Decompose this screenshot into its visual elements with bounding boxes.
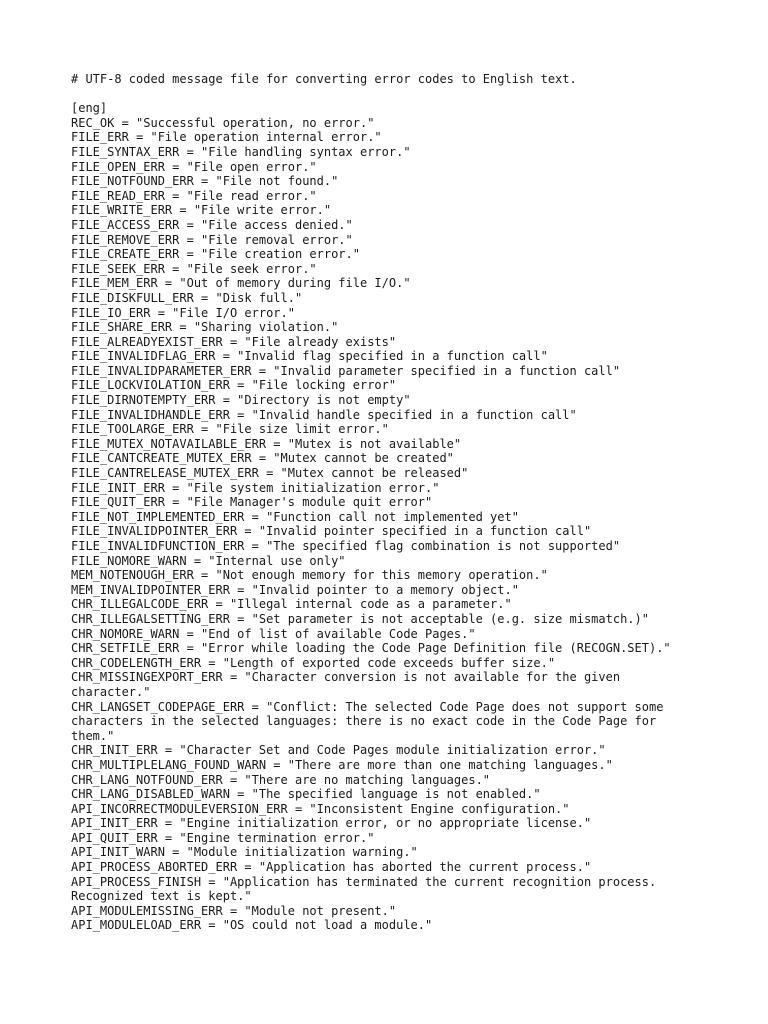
message-entry: FILE_DISKFULL_ERR = "Disk full." (71, 290, 303, 305)
message-entry: FILE_CANTRELEASE_MUTEX_ERR = "Mutex cannot be released" (71, 466, 469, 481)
message-entry: FILE_REMOVE_ERR = "File removal error." (71, 232, 353, 247)
entries-list (71, 116, 711, 933)
message-entry: CHR_ILLEGALSETTING_ERR = "Set parameter is not acceptable (e.g. size mismatch.)" (71, 611, 649, 626)
message-entry: FILE_TOOLARGE_ERR = "File size limit error." (71, 422, 389, 437)
message-entry: FILE_INVALIDPARAMETER_ERR = "Invalid parameter specified in a function call" (71, 363, 621, 378)
message-entry: FILE_CANTCREATE_MUTEX_ERR = "Mutex cannot be created" (71, 451, 454, 466)
message-entry: FILE_ERR = "File operation internal error." (71, 130, 382, 145)
message-entry: CHR_ILLEGALCODE_ERR = "Illegal internal code as a parameter." (71, 597, 512, 612)
message-entry: CHR_SETFILE_ERR = "Error while loading the Code Page Definition file (RECOGN.SET)." (71, 641, 671, 656)
message-file-document (71, 72, 711, 933)
message-entry: FILE_READ_ERR = "File read error." (71, 188, 317, 203)
section-header: [eng] (71, 101, 108, 116)
message-entry: CHR_CODELENGTH_ERR = "Length of exported code exceeds buffer size." (71, 655, 556, 670)
message-entry: CHR_MULTIPLELANG_FOUND_WARN = "There are more than one matching languages." (71, 757, 613, 772)
message-entry: FILE_SHARE_ERR = "Sharing violation." (71, 320, 339, 335)
message-entry: FILE_DIRNOTEMPTY_ERR = "Directory is not empty" (71, 393, 411, 408)
message-entry: FILE_MUTEX_NOTAVAILABLE_ERR = "Mutex is not available" (71, 436, 462, 451)
message-entry: API_INIT_WARN = "Module initialization warning." (71, 845, 418, 860)
message-entry: CHR_LANG_NOTFOUND_ERR = "There are no matching languages." (71, 772, 491, 787)
message-entry: API_MODULELOAD_ERR = "OS could not load a module." (71, 918, 433, 933)
message-entry: FILE_IO_ERR = "File I/O error." (71, 305, 295, 320)
message-entry: FILE_ALREADYEXIST_ERR = "File already exists" (71, 334, 397, 349)
message-entry: FILE_MEM_ERR = "Out of memory during file I/O." (71, 276, 411, 291)
message-entry: CHR_MISSINGEXPORT_ERR = "Character conversion is not available for the given character." (71, 670, 621, 699)
message-entry: FILE_ACCESS_ERR = "File access denied." (71, 217, 353, 232)
message-entry: FILE_INIT_ERR = "File system initialization error." (71, 480, 440, 495)
message-entry: MEM_NOTENOUGH_ERR = "Not enough memory for this memory operation." (71, 568, 548, 583)
message-entry: FILE_INVALIDFLAG_ERR = "Invalid flag specified in a function call" (71, 349, 548, 364)
message-entry: API_PROCESS_ABORTED_ERR = "Application has aborted the current process." (71, 860, 592, 875)
message-entry: REC_OK = "Successful operation, no error." (71, 115, 375, 130)
message-entry: FILE_NOMORE_WARN = "Internal use only" (71, 553, 346, 568)
blank-line (71, 87, 711, 102)
message-entry: CHR_LANG_DISABLED_WARN = "The specified language is not enabled." (71, 787, 541, 802)
message-entry: FILE_OPEN_ERR = "File open error." (71, 159, 317, 174)
message-entry: FILE_LOCKVIOLATION_ERR = "File locking error" (71, 378, 397, 393)
message-entry: API_INIT_ERR = "Engine initialization error, or no appropriate license." (71, 816, 592, 831)
message-entry: MEM_INVALIDPOINTER_ERR = "Invalid pointer to a memory object." (71, 582, 519, 597)
message-entry: FILE_WRITE_ERR = "File write error." (71, 203, 332, 218)
message-entry: API_PROCESS_FINISH = "Application has terminated the current recognition process. Recognized text is kept." (71, 874, 657, 904)
message-entry: API_QUIT_ERR = "Engine termination error." (71, 830, 375, 845)
message-entry: FILE_SYNTAX_ERR = "File handling syntax error." (71, 144, 411, 159)
message-entry: FILE_CREATE_ERR = "File creation error." (71, 247, 360, 262)
message-entry: FILE_NOT_IMPLEMENTED_ERR = "Function call not implemented yet" (71, 509, 519, 524)
message-entry: CHR_INIT_ERR = "Character Set and Code Pages module initialization error." (71, 743, 606, 758)
message-entry: API_INCORRECTMODULEVERSION_ERR = "Inconsistent Engine configuration." (71, 801, 570, 816)
message-entry: FILE_INVALIDPOINTER_ERR = "Invalid pointer specified in a function call" (71, 524, 592, 539)
message-entry: FILE_INVALIDFUNCTION_ERR = "The specified flag combination is not supported" (71, 539, 621, 553)
message-entry: CHR_NOMORE_WARN = "End of list of available Code Pages." (71, 626, 476, 641)
message-entry: FILE_NOTFOUND_ERR = "File not found." (71, 174, 339, 189)
message-entry: FILE_SEEK_ERR = "File seek error." (71, 261, 317, 276)
message-entry: FILE_INVALIDHANDLE_ERR = "Invalid handle specified in a function call" (71, 407, 577, 422)
message-entry: FILE_QUIT_ERR = "File Manager's module quit error" (71, 495, 433, 510)
header-comment: # UTF-8 coded message file for converting error codes to English text. (71, 72, 577, 86)
message-entry: API_MODULEMISSING_ERR = "Module not present." (71, 903, 397, 918)
message-entry: CHR_LANGSET_CODEPAGE_ERR = "Conflict: The selected Code Page does not support some characters in the selected languages: there is no exact code in the Code Page for them." (71, 699, 664, 743)
